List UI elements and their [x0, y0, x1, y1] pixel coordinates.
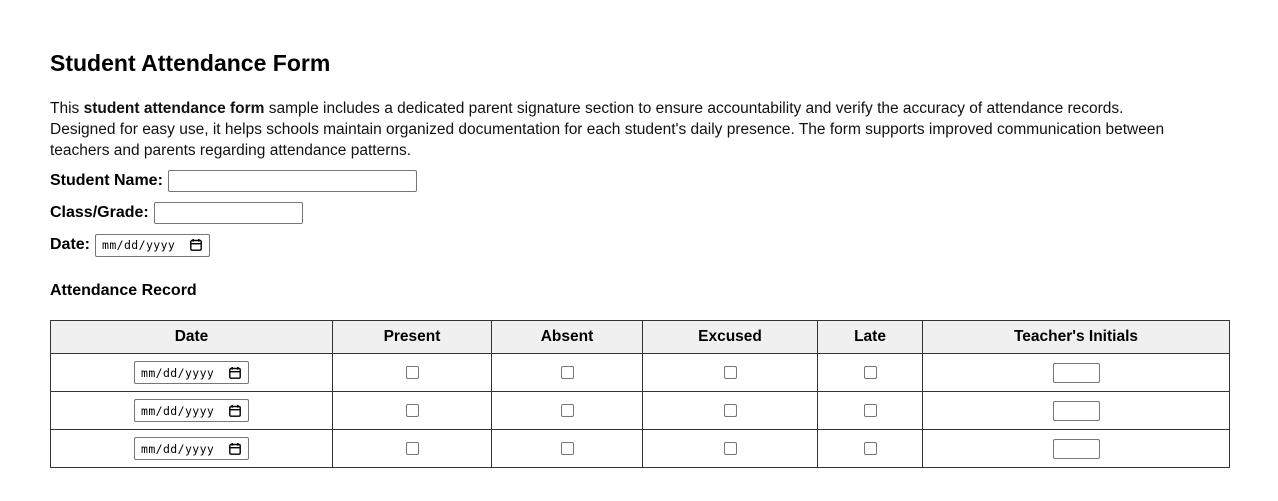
teacher-initials-input[interactable] [1053, 439, 1100, 459]
date-input[interactable] [95, 234, 210, 257]
absent-checkbox[interactable] [561, 404, 574, 417]
excused-checkbox[interactable] [724, 404, 737, 417]
col-header-teacher-initials: Teacher's Initials [923, 321, 1230, 354]
present-cell [333, 354, 492, 392]
late-cell [818, 354, 923, 392]
calendar-icon[interactable] [229, 405, 241, 417]
present-checkbox[interactable] [406, 404, 419, 417]
late-cell [818, 392, 923, 430]
class-grade-input[interactable] [154, 202, 303, 224]
late-cell [818, 430, 923, 468]
late-checkbox[interactable] [864, 404, 877, 417]
absent-cell [492, 354, 643, 392]
present-cell [333, 392, 492, 430]
absent-checkbox[interactable] [561, 366, 574, 379]
date-cell [51, 354, 333, 392]
date-field [50, 233, 1229, 257]
table-header-row [51, 321, 1230, 354]
attendance-row [51, 354, 1230, 392]
date-cell [51, 430, 333, 468]
date-placeholder-text: mm/dd/yyyy [141, 365, 215, 380]
intro-bold-phrase: student attendance form [83, 100, 265, 117]
student-name-input[interactable] [168, 170, 417, 192]
col-header-date: Date [51, 321, 333, 354]
late-checkbox[interactable] [864, 442, 877, 455]
absent-cell [492, 430, 643, 468]
date-cell [51, 392, 333, 430]
date-label: Date: [50, 236, 91, 253]
attendance-row [51, 430, 1230, 468]
attendance-row [51, 392, 1230, 430]
row-date-input[interactable] [134, 437, 249, 460]
attendance-table [50, 320, 1230, 468]
excused-cell [643, 430, 818, 468]
date-placeholder-text: mm/dd/yyyy [102, 238, 176, 252]
excused-cell [643, 354, 818, 392]
teacher-initials-cell [923, 392, 1230, 430]
row-date-input[interactable] [134, 361, 249, 384]
col-header-excused: Excused [643, 321, 818, 354]
teacher-initials-cell [923, 354, 1230, 392]
col-header-absent: Absent [492, 321, 643, 354]
absent-cell [492, 392, 643, 430]
excused-cell [643, 392, 818, 430]
date-placeholder-text: mm/dd/yyyy [141, 403, 215, 418]
absent-checkbox[interactable] [561, 442, 574, 455]
teacher-initials-input[interactable] [1053, 363, 1100, 383]
calendar-icon[interactable] [229, 443, 241, 455]
col-header-present: Present [333, 321, 492, 354]
present-checkbox[interactable] [406, 366, 419, 379]
class-grade-label: Class/Grade: [50, 204, 149, 221]
col-header-late: Late [818, 321, 923, 354]
page-title: Student Attendance Form [50, 50, 331, 76]
intro-line-3: teachers and parents regarding attendance patterns. [50, 142, 412, 159]
intro-paragraph [50, 98, 1229, 161]
row-date-input[interactable] [134, 399, 249, 422]
attendance-record-heading: Attendance Record [50, 282, 197, 299]
excused-checkbox[interactable] [724, 366, 737, 379]
present-checkbox[interactable] [406, 442, 419, 455]
calendar-icon[interactable] [229, 367, 241, 379]
intro-line-2: Designed for easy use, it helps schools maintain organized documentation for each student's daily presence. The form supports improved communication between [50, 121, 1165, 138]
present-cell [333, 430, 492, 468]
teacher-initials-input[interactable] [1053, 401, 1100, 421]
excused-checkbox[interactable] [724, 442, 737, 455]
student-name-field [50, 169, 1229, 193]
intro-line-1: This student attendance form sample includes a dedicated parent signature section to ensure accountability and verify the accuracy of attendance records. [50, 100, 1124, 117]
date-placeholder-text: mm/dd/yyyy [141, 441, 215, 456]
calendar-icon[interactable] [190, 239, 202, 251]
form-fields [50, 169, 1229, 257]
student-name-label: Student Name: [50, 172, 163, 189]
late-checkbox[interactable] [864, 366, 877, 379]
teacher-initials-cell [923, 430, 1230, 468]
class-grade-field [50, 201, 1229, 225]
